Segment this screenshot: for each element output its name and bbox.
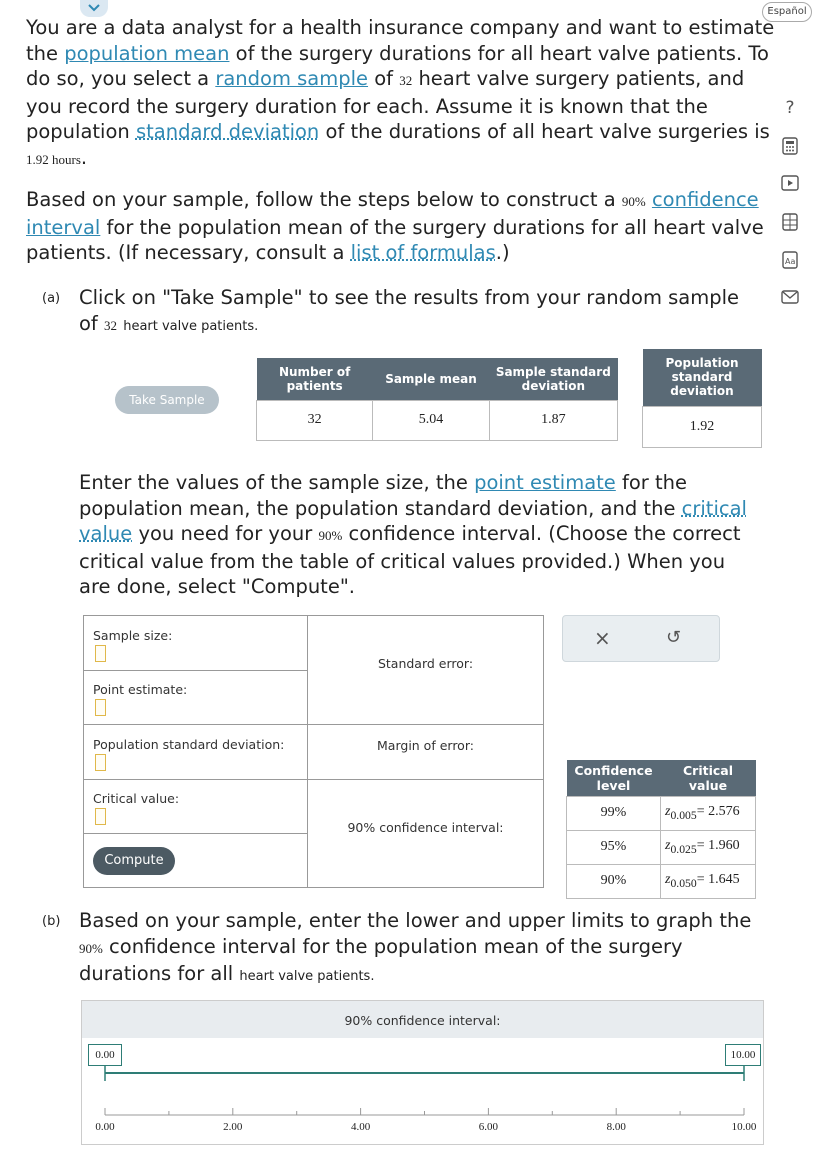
data-table-icon[interactable] [778, 210, 802, 234]
compute-button[interactable]: Compute [93, 847, 175, 875]
undo-button[interactable]: ↺ [666, 627, 682, 648]
input-controls [562, 615, 720, 662]
axis-tick-label: 8.00 [606, 1121, 626, 1133]
link-confidence-interval[interactable]: confidence interval [26, 188, 759, 239]
value-sample-sd: 1.87 [489, 400, 617, 440]
confidence-interval-label: 90% confidence interval: [347, 820, 504, 835]
compute-cell [83, 833, 308, 888]
part-a-marker: (a) [42, 291, 61, 306]
header-critical-value: Critical value [661, 760, 756, 796]
header-sample-mean: Sample mean [373, 358, 489, 400]
instructions: Based on your sample, follow the steps below to construct a 90% confidence interval for the population mean of the surgery durations for all heart valve patients. (If necessary, consult a list of formulas.) [26, 188, 764, 264]
axis-tick-label: 2.00 [223, 1121, 243, 1133]
sample-size-input[interactable] [95, 645, 106, 662]
value-sample-mean: 5.04 [373, 400, 489, 440]
sample-size-label: Sample size: [93, 628, 173, 643]
point-estimate-input[interactable] [95, 699, 106, 716]
point-estimate-label: Point estimate: [93, 682, 188, 697]
part-a-prompt: Click on "Take Sample" to see the results from your random sample of 32 heart valve patients. [79, 286, 740, 335]
link-population-mean[interactable]: population mean [64, 41, 230, 65]
link-point-estimate[interactable]: point estimate [474, 471, 616, 494]
link-standard-deviation[interactable]: standard deviation [135, 120, 320, 143]
critical-row: 99% $z_{0.005}= 2.576$ [567, 796, 756, 830]
critical-value-label: Critical value: [93, 791, 180, 806]
sample-size-value: 32 [399, 73, 413, 88]
header-confidence-level: Confidence level [567, 760, 661, 796]
pop-sd-label: Population standard deviation: [93, 737, 285, 752]
axis-tick-label: 6.00 [478, 1121, 499, 1133]
calculator-icon[interactable] [778, 134, 802, 158]
critical-row: 90% $z_{0.050}= 1.645$ [567, 864, 756, 898]
axis-tick-label: 0.00 [95, 1121, 115, 1133]
population-sd-table [642, 349, 762, 448]
mail-icon[interactable] [778, 286, 802, 310]
critical-value-cell [83, 779, 308, 834]
header-number-of-patients: Number of patients [257, 358, 373, 400]
interval-graph [81, 1000, 764, 1145]
critical-row: 95% $z_{0.025}= 1.960$ [567, 830, 756, 864]
enter-values-instructions: Enter the values of the sample size, the point estimate for the population mean, the population standard deviation, and the critical value you need for your 90% confidence interval. (Choose the correct critical value from the table of critical values provided.) When you are done, select "Compute". [79, 471, 747, 598]
pop-sd-value: 1.92 hours [26, 151, 81, 167]
lower-limit-box[interactable]: 0.00 [88, 1044, 122, 1066]
critical-values-table [566, 760, 756, 899]
critical-value-input[interactable] [95, 808, 106, 825]
interval-plot [82, 1001, 763, 1144]
axis-ticks [105, 1108, 744, 1115]
link-random-sample[interactable]: random sample [215, 67, 369, 90]
take-sample-button[interactable]: Take Sample [115, 386, 219, 414]
svg-text:Aa: Aa [785, 257, 796, 266]
glossary-icon[interactable] [778, 248, 802, 272]
pop-sd-cell [83, 724, 308, 780]
part-b-marker: (b) [42, 914, 61, 929]
graph-title: 90% confidence interval: [344, 1013, 501, 1028]
sample-results-table [256, 358, 618, 441]
standard-error-label: Standard error: [377, 656, 474, 671]
margin-of-error-cell [307, 724, 544, 780]
sample-size-cell [83, 615, 308, 671]
header-pop-sd: Population standard deviation [643, 349, 762, 406]
pop-sd-input[interactable] [95, 754, 106, 771]
part-b-prompt: Based on your sample, enter the lower and upper limits to graph the 90% confidence interval for the population mean of the surgery durations for all heart valve patients. [79, 909, 752, 985]
header-sample-sd: Sample standard deviation [489, 358, 617, 400]
help-icon[interactable]: ? [785, 98, 795, 118]
clear-button[interactable]: × [594, 626, 611, 650]
upper-limit-box[interactable]: 10.00 [725, 1044, 761, 1066]
value-number-of-patients: 32 [257, 400, 373, 440]
confidence-interval-cell [307, 779, 544, 888]
margin-of-error-label: Margin of error: [377, 738, 474, 753]
language-toggle[interactable]: Español [762, 2, 812, 22]
problem-intro: You are a data analyst for a health insurance company and want to estimate the population mean of the surgery durations for all heart valve patients. To do so, you select a random sample of 32 heart valve surgery patients, and you record the surgery duration for each. Assume it is known that the population standard deviation of the durations of all heart valve surgeries is 1.92 hours. [26, 16, 775, 169]
link-list-of-formulas[interactable]: list of formulas [350, 241, 496, 264]
video-icon[interactable] [778, 172, 802, 196]
link-critical-value[interactable]: critical value [79, 496, 747, 545]
point-estimate-cell [83, 670, 308, 725]
standard-error-cell [307, 615, 544, 725]
chevron-down-icon [80, 1, 108, 15]
axis-tick-label: 4.00 [350, 1121, 371, 1133]
value-pop-sd: 1.92 [643, 406, 762, 447]
axis-tick-label: 10.00 [731, 1121, 757, 1133]
